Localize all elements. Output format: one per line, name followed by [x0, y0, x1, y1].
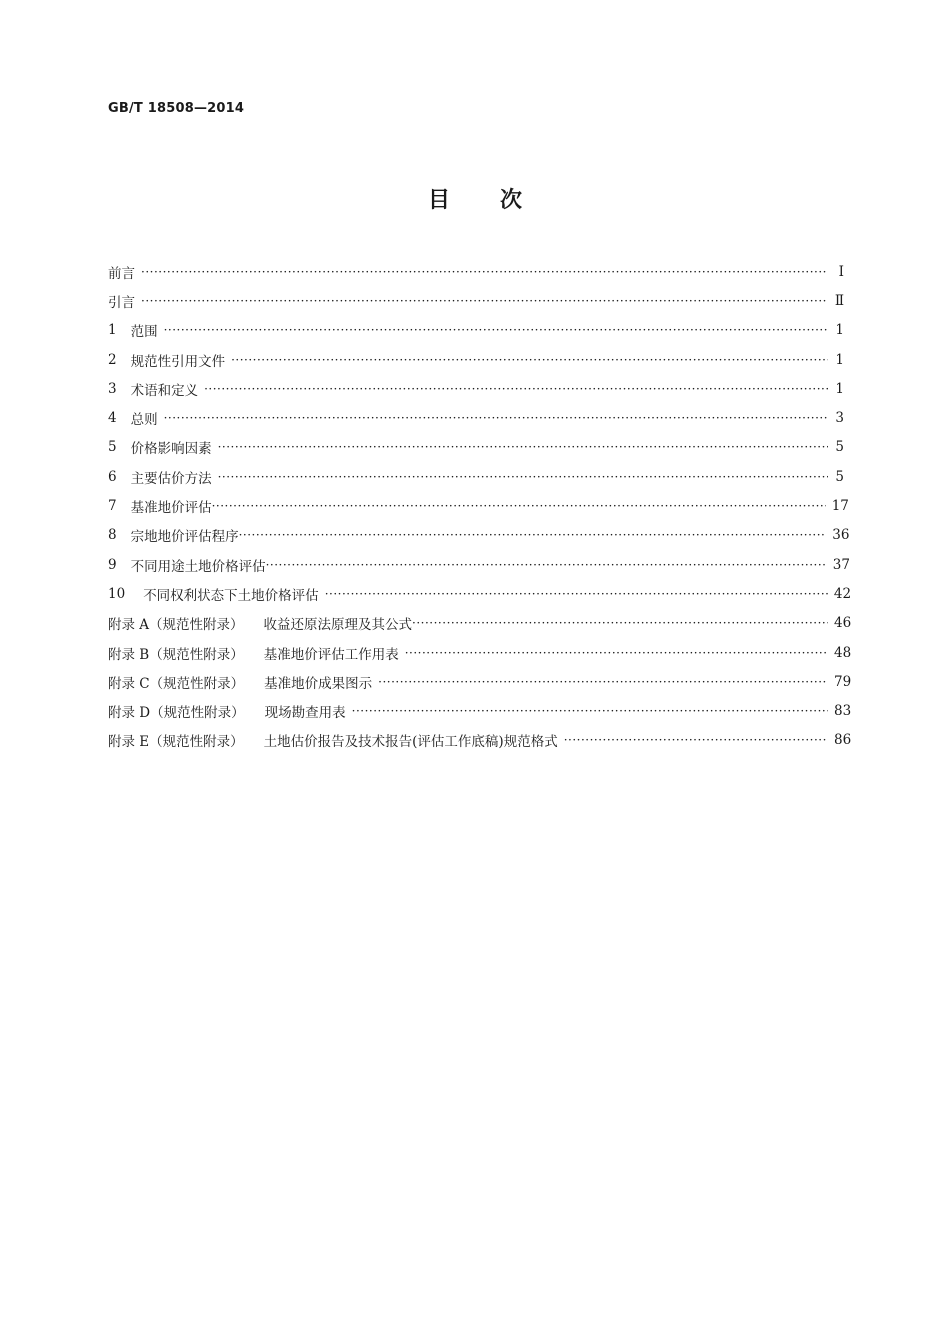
- toc-page-number: 86: [834, 732, 852, 749]
- table-of-contents: [108, 257, 852, 755]
- toc-section-number: 10: [108, 585, 126, 602]
- toc-entry-title: 引言: [108, 294, 135, 311]
- toc-entry-title: 基准地价成果图示: [264, 675, 373, 692]
- toc-page-number: 36: [832, 527, 850, 544]
- toc-entry-title: 价格影响因素: [130, 441, 212, 458]
- toc-leader: [164, 323, 828, 337]
- toc-row-section-9[interactable]: [108, 550, 850, 579]
- toc-leader: [412, 616, 828, 630]
- toc-page-number: 48: [834, 644, 852, 661]
- toc-annex-label: 附录 A（规范性附录）: [108, 617, 244, 634]
- toc-entry-title: 范围: [130, 324, 158, 341]
- toc-row-annex-b[interactable]: [108, 638, 852, 667]
- toc-entry-title: 基准地价评估: [130, 500, 212, 517]
- toc-leader: [239, 528, 827, 542]
- toc-leader: [218, 440, 828, 454]
- toc-entry-title: 不同用途土地价格评估: [130, 558, 266, 575]
- toc-leader: [564, 733, 828, 747]
- toc-row-section-1[interactable]: [108, 316, 844, 345]
- toc-page-number: 83: [834, 703, 852, 720]
- toc-section-number: 3: [108, 380, 117, 397]
- toc-page-number: 46: [834, 615, 852, 632]
- toc-page-number: 17: [831, 498, 849, 515]
- toc-row-section-4[interactable]: [108, 403, 844, 432]
- toc-entry-title: 不同权利状态下土地价格评估: [143, 587, 319, 604]
- toc-entry-title: 主要估价方法: [130, 470, 212, 487]
- toc-row-foreword[interactable]: [108, 257, 844, 286]
- toc-leader: [231, 353, 828, 367]
- toc-leader: [141, 294, 828, 308]
- toc-leader: [266, 558, 827, 572]
- toc-row-section-5[interactable]: [108, 433, 844, 462]
- toc-row-section-3[interactable]: [108, 374, 844, 403]
- toc-section-number: 7: [108, 498, 117, 515]
- toc-row-introduction[interactable]: [108, 286, 844, 315]
- toc-section-number: 1: [108, 322, 117, 339]
- toc-section-number: 2: [108, 351, 117, 368]
- toc-row-annex-c[interactable]: [108, 667, 852, 696]
- toc-section-number: 8: [108, 527, 117, 544]
- toc-title: [0, 183, 950, 214]
- toc-section-number: 5: [108, 439, 117, 456]
- toc-entry-title: 现场勘查用表: [264, 705, 346, 722]
- toc-page-number: 37: [832, 556, 850, 573]
- toc-page-number: 79: [834, 673, 852, 690]
- toc-row-annex-e[interactable]: [108, 726, 852, 755]
- toc-entry-title: 基准地价评估工作用表: [263, 646, 399, 663]
- toc-page-number: 1: [835, 351, 844, 368]
- toc-annex-label: 附录 C（规范性附录）: [108, 675, 245, 692]
- toc-entry-title: 规范性引用文件: [130, 353, 226, 370]
- toc-row-section-6[interactable]: [108, 462, 844, 491]
- toc-leader: [164, 411, 828, 425]
- toc-leader: [325, 587, 828, 601]
- toc-section-number: 6: [108, 468, 117, 485]
- toc-row-annex-d[interactable]: [108, 696, 852, 725]
- toc-section-number: 9: [108, 556, 117, 573]
- toc-page-number: 42: [833, 585, 852, 602]
- toc-page-number: 3: [835, 410, 844, 427]
- toc-row-annex-a[interactable]: [108, 609, 852, 638]
- toc-leader: [378, 675, 828, 689]
- toc-entry-title: 总则: [130, 412, 158, 429]
- toc-page-number: 1: [835, 380, 844, 397]
- toc-entry-title: 土地估价报告及技术报告(评估工作底稿)规范格式: [263, 734, 558, 751]
- toc-page-number: 5: [835, 439, 844, 456]
- toc-row-section-10[interactable]: [108, 579, 852, 608]
- toc-leader: [141, 265, 828, 279]
- toc-page-number: Ⅰ: [838, 263, 844, 280]
- toc-leader: [352, 704, 828, 718]
- toc-title-char-2: 次: [500, 188, 523, 213]
- toc-leader: [212, 499, 826, 513]
- standard-code: GB/T 18508—2014: [108, 101, 245, 116]
- toc-row-section-2[interactable]: [108, 345, 844, 374]
- toc-leader: [405, 646, 828, 660]
- toc-annex-label: 附录 D（规范性附录）: [108, 705, 245, 722]
- toc-leader: [204, 382, 828, 396]
- toc-leader: [218, 470, 828, 484]
- toc-page-number: 1: [835, 322, 844, 339]
- toc-entry-title: 术语和定义: [130, 382, 199, 399]
- toc-entry-title: 宗地地价评估程序: [130, 529, 239, 546]
- toc-title-char-1: 目: [427, 188, 450, 213]
- toc-row-section-8[interactable]: [108, 521, 850, 550]
- toc-entry-title: 前言: [108, 265, 135, 282]
- toc-annex-label: 附录 B（规范性附录）: [108, 646, 244, 663]
- toc-section-number: 4: [108, 410, 117, 427]
- toc-page-number: 5: [835, 468, 844, 485]
- toc-entry-title: 收益还原法原理及其公式: [263, 617, 413, 634]
- toc-page-number: Ⅱ: [834, 292, 844, 309]
- toc-row-section-7[interactable]: [108, 491, 849, 520]
- toc-annex-label: 附录 E（规范性附录）: [108, 734, 244, 751]
